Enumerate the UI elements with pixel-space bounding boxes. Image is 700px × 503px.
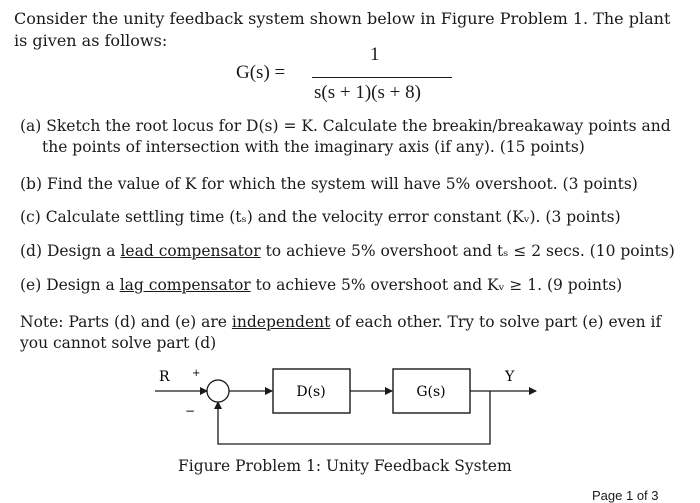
summing-junction <box>207 380 229 402</box>
lead-compensator-term: lead compensator <box>120 242 261 260</box>
page-number: Page 1 of 3 <box>592 488 659 503</box>
part-a-line1: (a) Sketch the root locus for D(s) = K. Calculate the breakin/breakaway points and <box>20 117 671 135</box>
part-e-suffix: to achieve 5% overshoot and Kᵥ ≥ 1. (9 points) <box>250 276 623 294</box>
formula-lhs: G(s) = <box>236 62 286 83</box>
lag-compensator-term: lag compensator <box>119 276 251 294</box>
part-d-suffix: to achieve 5% overshoot and tₛ ≤ 2 secs. (10 points) <box>260 242 675 260</box>
formula-denominator: s(s + 1)(s + 8) <box>314 82 421 103</box>
part-e-prefix: (e) Design a <box>20 276 120 294</box>
figure-caption: Figure Problem 1: Unity Feedback System <box>178 457 512 475</box>
input-label-r: R <box>159 369 170 385</box>
note-suffix: of each other. Try to solve part (e) even if you cannot solve part (d) <box>20 313 662 352</box>
output-label-y: Y <box>505 369 515 385</box>
part-c: (c) Calculate settling time (tₛ) and the velocity error constant (Kᵥ). (3 points) <box>20 208 621 226</box>
note-prefix: Note: Parts (d) and (e) are <box>20 313 232 331</box>
plus-sign: + <box>192 368 201 379</box>
formula-numerator: 1 <box>370 44 380 65</box>
note-emphasis: independent <box>231 313 331 331</box>
minus-sign: − <box>185 404 196 418</box>
controller-label: D(s) <box>296 384 326 400</box>
part-d-prefix: (d) Design a <box>20 242 121 260</box>
plant-label: G(s) <box>416 384 446 400</box>
part-b: (b) Find the value of K for which the system will have 5% overshoot. (3 points) <box>20 175 638 193</box>
part-a-line2: the points of intersection with the imaginary axis (if any). (15 points) <box>42 138 585 156</box>
problem-intro: Consider the unity feedback system shown below in Figure Problem 1. The plant is given as follows: <box>14 9 671 50</box>
